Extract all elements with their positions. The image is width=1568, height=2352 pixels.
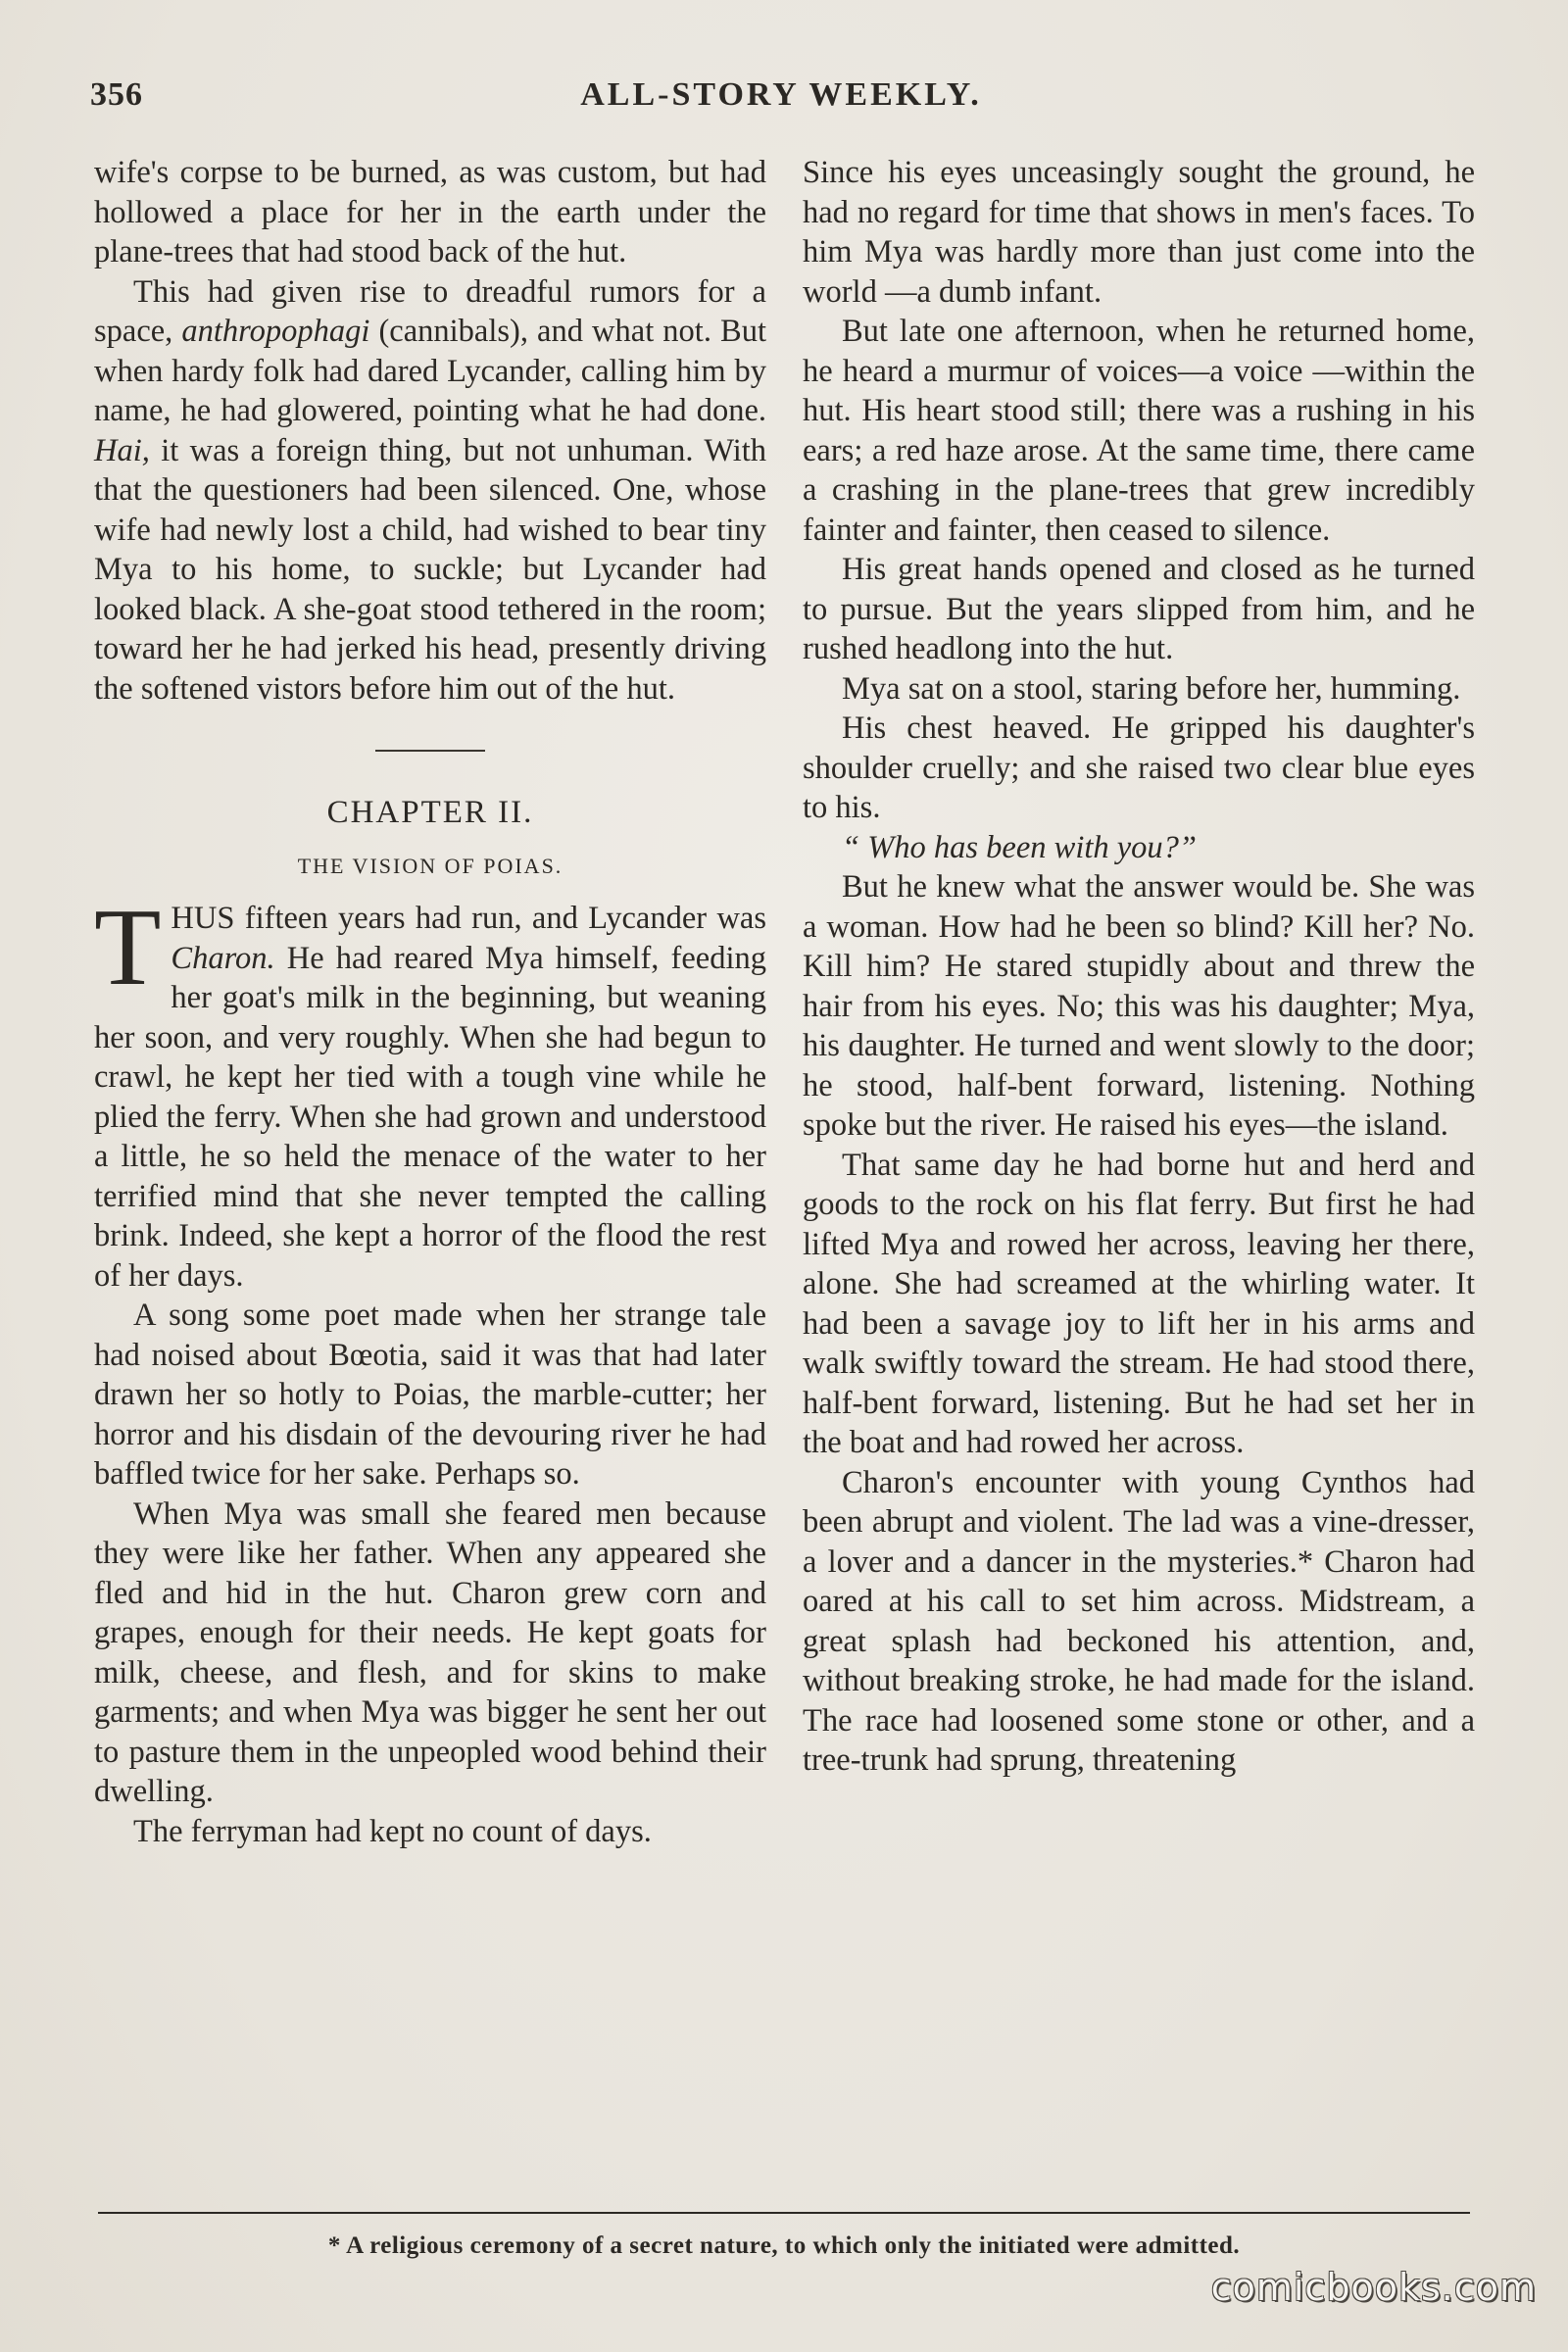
paragraph <box>803 828 1475 868</box>
text-span: HUS fifteen years had run, and Lycander was <box>171 901 766 936</box>
paragraph: wife's corpse to be burned, as was custom, but had hollowed a place for her in the earth under the plane-trees that had stood back of the hut. <box>94 155 766 270</box>
italic-text: anthropophagi <box>181 314 370 349</box>
page-number: 356 <box>90 76 143 113</box>
text-span: it was a foreign thing, but not unhuman. With that the questioners had been silenced. One, whose wife had newly lost a child, had wished to bear tiny Mya to his home, to suckle; but Lycander had looked black. A she-goat stood tethered in the room; toward her he had jerked his head, presently driving the softened vistors before him out of the hut. <box>94 432 766 707</box>
paragraph: The ferryman had kept no count of days. <box>133 1813 652 1849</box>
page-header <box>90 76 1472 125</box>
italic-text: “ Who has been with you?” <box>842 829 1198 865</box>
paragraph: Charon's encounter with young Cynthos had been abrupt and violent. The lad was a vine-dresser, a lover and a dancer in the mysteries.* Charon had oared at his call to set him across. Midstream, a great splash had beckoned his attention, and, without breaking stroke, he had made for the island. The race had loosened some stone or other, and a tree-trunk had sprung, threatening <box>803 1464 1475 1778</box>
drop-cap: T <box>94 887 162 1008</box>
paragraph: His chest heaved. He gripped his daughter's shoulder cruelly; and she raised two clear blue eyes to his. <box>803 710 1475 825</box>
watermark: comicbooks.com <box>1210 2266 1537 2309</box>
running-head: ALL-STORY WEEKLY. <box>580 76 982 113</box>
paragraph <box>94 272 766 710</box>
left-column <box>94 153 766 1851</box>
footnote-rule <box>98 2212 1470 2214</box>
chapter-title: CHAPTER II. <box>326 795 534 830</box>
text-span: (cannibals), and what not. But when hardy folk had dared Lycander, calling him by name, he had glowered, pointing what he had done. <box>94 314 766 428</box>
chapter-subtitle: THE VISION OF POIAS. <box>297 854 564 878</box>
paragraph: That same day he had borne hut and herd and goods to the rock on his flat ferry. But first he had lifted Mya and rowed her across, leaving her there, alone. She had screamed at the whirling water. It had been a savage joy to lift her in his arms and walk swiftly toward the stream. He had stood there, half-bent forward, listening. But he had set her in the boat and had rowed her across. <box>803 1147 1475 1460</box>
paragraph: Since his eyes unceasingly sought the ground, he had no regard for time that shows in men's faces. To him Mya was hardly more than just come into the world —a dumb infant. <box>803 155 1475 310</box>
paragraph: When Mya was small she feared men because they were like her father. When any appeared she fled and hid in the hut. Charon grew corn and grapes, enough for their needs. He kept goats for milk, cheese, and flesh, and for skins to make garments; and when Mya was bigger he sent her out to pasture them in the unpeopled wood behind their dwelling. <box>94 1495 766 1809</box>
footnote: * A religious ceremony of a secret nature, to which only the initiated were admitted. <box>327 2232 1241 2259</box>
paragraph: His great hands opened and closed as he turned to pursue. But the years slipped from him, and he rushed headlong into the hut. <box>803 552 1475 666</box>
paragraph: But he knew what the answer would be. She was a woman. How had he been so blind? Kill her? No. Kill him? He stared stupidly about and threw the hair from his eyes. No; this was his daughter; Mya, his daughter. He turned and went slowly to the door; he stood, half-bent forward, listening. Nothing spoke but the river. He raised his eyes—the island. <box>803 869 1475 1143</box>
paragraph: A song some poet made when her strange tale had noised about Bœotia, said it was that had later drawn her so hotly to Poias, the marble-cutter; her horror and his disdain of the devouring river he had baffled twice for her sake. Perhaps so. <box>94 1298 766 1492</box>
right-column <box>803 153 1475 1781</box>
paragraph: But late one afternoon, when he returned home, he heard a murmur of voices—a voice —within the hut. His heart stood still; there was a rushing in his ears; a red haze arose. At the same time, there came a crashing in the plane-trees that grew incredibly fainter and fainter, then ceased to silence. <box>803 314 1475 548</box>
text-span: This had given rise to dreadful rumors for a space, <box>94 273 766 349</box>
section-divider <box>375 750 485 752</box>
text-span: He had reared Mya himself, feeding her goat's milk in the beginning, but weaning her soon, and very roughly. When she had begun to crawl, he kept her tied with a tough vine while he plied the ferry. When she had grown and understood a little, he so held the menace of the water to her terrified mind that she never tempted the calling brink. Indeed, she kept a horror of the flood the rest of her days. <box>94 940 766 1294</box>
paragraph: Mya sat on a stool, staring before her, humming. <box>842 670 1461 707</box>
italic-text: Charon. <box>171 940 275 976</box>
paragraph <box>94 887 766 1296</box>
italic-text: Hai, <box>94 432 150 468</box>
